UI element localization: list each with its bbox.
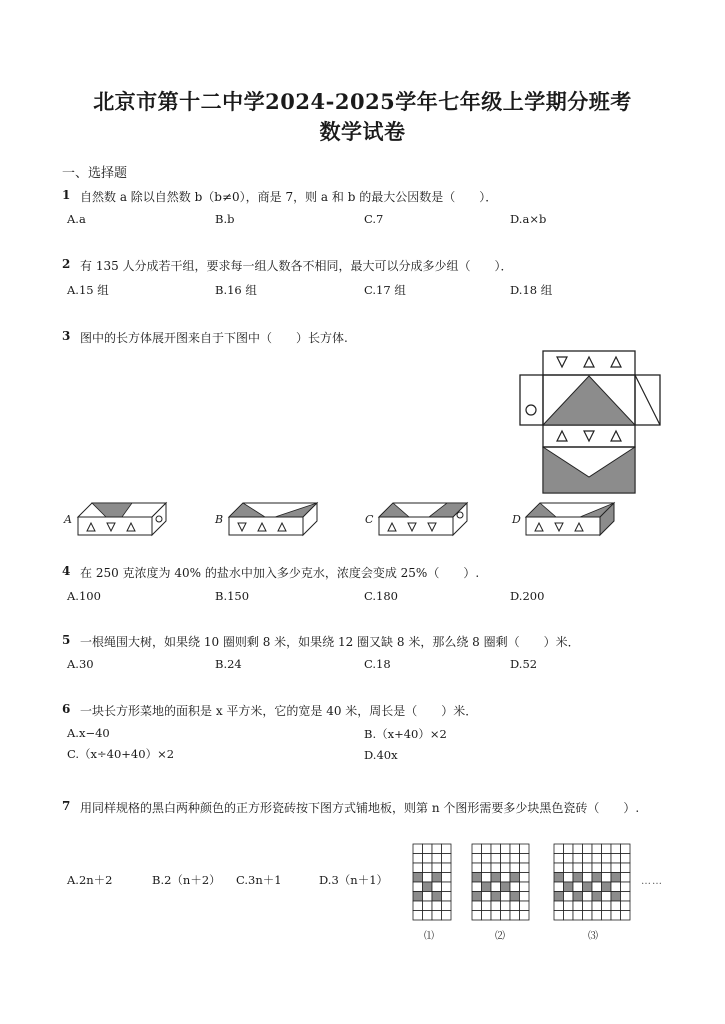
- q4-option-b: B.150: [215, 589, 250, 603]
- question-5-text: 一根绳围大树，如果绕 10 圈则剩 8 米，如果绕 12 圈又缺 8 米，那么绕 8 圈剩（ ）米．: [80, 635, 580, 649]
- question-1-text: 自然数 a 除以自然数 b（b≠0），商是 7，则 a 和 b 的最大公因数是（ ）．: [80, 190, 498, 204]
- white-tile: [491, 901, 501, 911]
- q7-tile-figure-3: [553, 843, 635, 941]
- white-tile: [621, 873, 631, 883]
- white-tile: [442, 873, 452, 883]
- white-tile: [602, 844, 612, 854]
- q5-option-c: C.18: [364, 657, 391, 671]
- black-tile: [432, 873, 442, 883]
- white-tile: [611, 844, 621, 854]
- black-tile: [482, 882, 492, 892]
- q1-option-b: B.b: [215, 212, 235, 226]
- white-tile: [611, 854, 621, 864]
- question-6-number: 6: [62, 702, 71, 716]
- white-tile: [423, 873, 433, 883]
- white-tile: [564, 901, 574, 911]
- black-tile: [413, 892, 423, 902]
- white-tile: [520, 901, 530, 911]
- q3-option-b-label: B: [215, 513, 224, 526]
- q7-ellipsis: ……: [641, 876, 663, 887]
- q1-option-c: C.7: [364, 212, 384, 226]
- white-tile: [442, 901, 452, 911]
- q3-cuboid-net-figure: [515, 349, 665, 495]
- white-tile: [592, 911, 602, 921]
- white-tile: [583, 863, 593, 873]
- white-tile: [611, 901, 621, 911]
- q2-option-a: A.15 组: [67, 283, 109, 297]
- white-tile: [482, 854, 492, 864]
- white-tile: [602, 892, 612, 902]
- q5-option-d: D.52: [510, 657, 538, 671]
- white-tile: [564, 844, 574, 854]
- black-tile: [554, 873, 564, 883]
- white-tile: [611, 882, 621, 892]
- white-tile: [592, 882, 602, 892]
- white-tile: [520, 854, 530, 864]
- white-tile: [554, 911, 564, 921]
- q3-option-d-label: D: [512, 513, 521, 526]
- q3-option-b-figure: [213, 497, 325, 537]
- white-tile: [413, 844, 423, 854]
- q6-option-d: D.40x: [364, 748, 398, 762]
- black-tile: [554, 892, 564, 902]
- white-tile: [472, 863, 482, 873]
- black-tile: [510, 892, 520, 902]
- q7-option-d: D.3（n＋1）: [319, 873, 389, 887]
- white-tile: [510, 901, 520, 911]
- q4-option-c: C.180: [364, 589, 398, 603]
- q7-option-a: A.2n＋2: [67, 873, 113, 887]
- white-tile: [583, 892, 593, 902]
- white-tile: [501, 892, 511, 902]
- q4-option-d: D.200: [510, 589, 545, 603]
- question-1-number: 1: [62, 188, 71, 202]
- white-tile: [520, 844, 530, 854]
- white-tile: [602, 873, 612, 883]
- white-tile: [413, 911, 423, 921]
- white-tile: [491, 863, 501, 873]
- q4-option-a: A.100: [67, 589, 101, 603]
- white-tile: [520, 892, 530, 902]
- white-tile: [621, 863, 631, 873]
- white-tile: [491, 882, 501, 892]
- white-tile: [554, 863, 564, 873]
- white-tile: [611, 911, 621, 921]
- white-tile: [491, 911, 501, 921]
- white-tile: [501, 901, 511, 911]
- white-tile: [621, 882, 631, 892]
- black-tile: [573, 892, 583, 902]
- black-tile: [501, 882, 511, 892]
- q6-option-c: C.（x÷40+40）×2: [67, 747, 175, 761]
- white-tile: [423, 892, 433, 902]
- white-tile: [472, 844, 482, 854]
- white-tile: [520, 863, 530, 873]
- white-tile: [583, 901, 593, 911]
- question-7-text: 用同样规格的黑白两种颜色的正方形瓷砖按下图方式铺地板，则第 n 个图形需要多少块黑色瓷砖（ ）.: [80, 801, 640, 815]
- white-tile: [510, 882, 520, 892]
- white-tile: [423, 911, 433, 921]
- white-tile: [413, 882, 423, 892]
- white-tile: [482, 901, 492, 911]
- question-5-number: 5: [62, 633, 71, 647]
- white-tile: [491, 844, 501, 854]
- white-tile: [564, 892, 574, 902]
- black-tile: [423, 882, 433, 892]
- white-tile: [472, 882, 482, 892]
- white-tile: [510, 854, 520, 864]
- white-tile: [442, 844, 452, 854]
- white-tile: [482, 863, 492, 873]
- white-tile: [621, 911, 631, 921]
- black-tile: [592, 892, 602, 902]
- white-tile: [442, 911, 452, 921]
- white-tile: [554, 901, 564, 911]
- white-tile: [432, 854, 442, 864]
- black-tile: [510, 873, 520, 883]
- q7-figure-2-label: ⑵: [495, 931, 505, 941]
- white-tile: [602, 901, 612, 911]
- white-tile: [621, 844, 631, 854]
- white-tile: [423, 901, 433, 911]
- white-tile: [423, 854, 433, 864]
- white-tile: [583, 873, 593, 883]
- white-tile: [573, 854, 583, 864]
- q7-figure-1-label: ⑴: [424, 931, 434, 941]
- white-tile: [501, 873, 511, 883]
- question-2-text: 有 135 人分成若干组，要求每一组人数各不相同，最大可以分成多少组（ ）．: [80, 259, 513, 273]
- white-tile: [564, 873, 574, 883]
- white-tile: [564, 911, 574, 921]
- white-tile: [491, 854, 501, 864]
- white-tile: [432, 901, 442, 911]
- white-tile: [482, 873, 492, 883]
- white-tile: [592, 901, 602, 911]
- white-tile: [432, 882, 442, 892]
- white-tile: [611, 863, 621, 873]
- black-tile: [491, 873, 501, 883]
- black-tile: [611, 892, 621, 902]
- white-tile: [501, 854, 511, 864]
- white-tile: [573, 844, 583, 854]
- black-tile: [472, 873, 482, 883]
- question-3-text: 图中的长方体展开图来自于下图中（ ）长方体.: [80, 331, 348, 345]
- white-tile: [432, 844, 442, 854]
- white-tile: [423, 844, 433, 854]
- white-tile: [554, 854, 564, 864]
- white-tile: [554, 844, 564, 854]
- black-tile: [472, 892, 482, 902]
- white-tile: [583, 854, 593, 864]
- q3-option-c-figure: [363, 497, 475, 537]
- white-tile: [573, 882, 583, 892]
- white-tile: [423, 863, 433, 873]
- question-3-number: 3: [62, 329, 71, 343]
- black-tile: [583, 882, 593, 892]
- question-4-number: 4: [62, 564, 71, 578]
- question-2-number: 2: [62, 257, 71, 271]
- black-tile: [491, 892, 501, 902]
- white-tile: [413, 901, 423, 911]
- q3-option-a-label: A: [64, 513, 72, 526]
- white-tile: [564, 863, 574, 873]
- q5-option-b: B.24: [215, 657, 242, 671]
- white-tile: [501, 911, 511, 921]
- white-tile: [510, 911, 520, 921]
- q7-figure-3-label: ⑶: [588, 931, 598, 941]
- white-tile: [442, 892, 452, 902]
- black-tile: [602, 882, 612, 892]
- white-tile: [573, 863, 583, 873]
- white-tile: [482, 911, 492, 921]
- question-4-text: 在 250 克浓度为 40% 的盐水中加入多少克水，浓度会变成 25%（ ）.: [80, 566, 480, 580]
- white-tile: [602, 911, 612, 921]
- white-tile: [472, 854, 482, 864]
- white-tile: [520, 911, 530, 921]
- exam-title-line2: 数学试卷: [319, 119, 406, 144]
- white-tile: [564, 854, 574, 864]
- black-tile: [413, 873, 423, 883]
- q2-option-d: D.18 组: [510, 283, 553, 297]
- black-tile: [573, 873, 583, 883]
- black-tile: [592, 873, 602, 883]
- q7-tile-figure-1: [412, 843, 452, 941]
- white-tile: [432, 911, 442, 921]
- q3-option-c-label: C: [365, 513, 374, 526]
- q1-option-a: A.a: [67, 212, 86, 226]
- q2-option-b: B.16 组: [215, 283, 257, 297]
- white-tile: [602, 863, 612, 873]
- white-tile: [554, 882, 564, 892]
- white-tile: [621, 901, 631, 911]
- question-6-text: 一块长方形菜地的面积是 x 平方米，它的宽是 40 米，周长是（ ）米．: [80, 704, 478, 718]
- white-tile: [592, 854, 602, 864]
- white-tile: [621, 892, 631, 902]
- white-tile: [520, 873, 530, 883]
- white-tile: [621, 854, 631, 864]
- exam-title-line1: 北京市第十二中学2024-2025学年七年级上学期分班考: [93, 89, 632, 114]
- white-tile: [472, 901, 482, 911]
- q5-option-a: A.30: [67, 657, 94, 671]
- white-tile: [482, 892, 492, 902]
- white-tile: [510, 863, 520, 873]
- white-tile: [442, 854, 452, 864]
- white-tile: [520, 882, 530, 892]
- black-tile: [611, 873, 621, 883]
- black-tile: [564, 882, 574, 892]
- q6-option-a: A.x−40: [67, 726, 110, 740]
- white-tile: [592, 844, 602, 854]
- white-tile: [573, 901, 583, 911]
- white-tile: [510, 844, 520, 854]
- q3-option-d-figure: [510, 497, 622, 537]
- white-tile: [592, 863, 602, 873]
- question-7-number: 7: [62, 799, 71, 813]
- q7-tile-figure-2: [471, 843, 531, 941]
- white-tile: [413, 854, 423, 864]
- white-tile: [442, 882, 452, 892]
- q2-option-c: C.17 组: [364, 283, 406, 297]
- black-tile: [432, 892, 442, 902]
- white-tile: [583, 844, 593, 854]
- white-tile: [573, 911, 583, 921]
- q7-option-b: B.2（n＋2）: [152, 873, 221, 887]
- section-heading: 一、选择题: [62, 166, 128, 181]
- white-tile: [602, 854, 612, 864]
- q7-option-c: C.3n＋1: [236, 873, 282, 887]
- white-tile: [501, 863, 511, 873]
- white-tile: [432, 863, 442, 873]
- white-tile: [482, 844, 492, 854]
- white-tile: [442, 863, 452, 873]
- white-tile: [501, 844, 511, 854]
- q1-option-d: D.a×b: [510, 212, 547, 226]
- white-tile: [413, 863, 423, 873]
- q3-option-a-figure: [62, 497, 174, 537]
- white-tile: [583, 911, 593, 921]
- white-tile: [472, 911, 482, 921]
- q6-option-b: B.（x+40）×2: [364, 727, 447, 741]
